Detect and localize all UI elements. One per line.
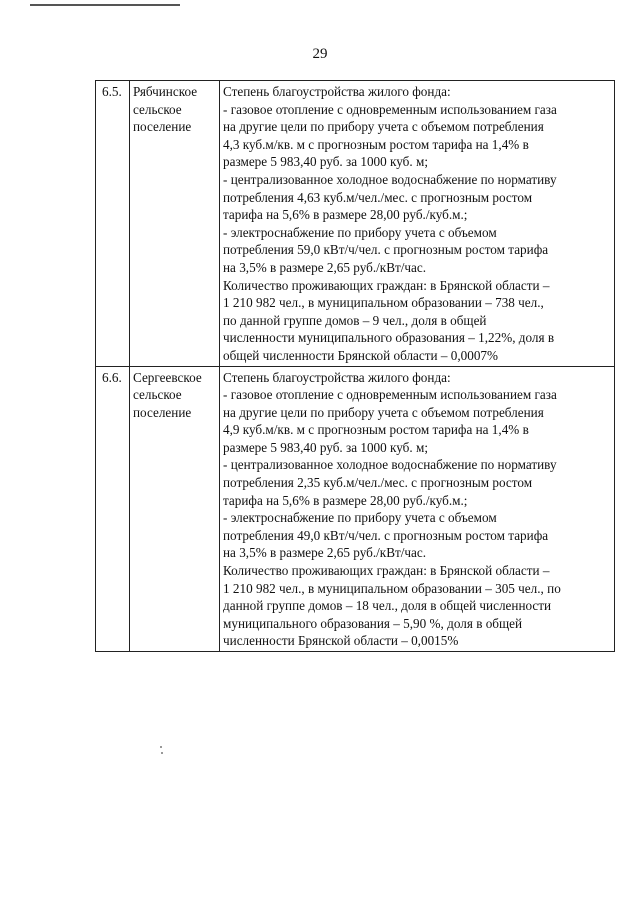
description-line: по данной группе домов – 9 чел., доля в общей <box>223 312 487 328</box>
row-number: 6.5. <box>96 81 130 367</box>
document-table <box>95 80 615 652</box>
description-line: потребления 2,35 куб.м/чел./мес. с прогнозным ростом <box>223 475 533 491</box>
top-scan-rule <box>30 4 180 6</box>
description-line: размере 5 983,40 руб. за 1000 куб. м; <box>223 154 428 170</box>
scan-speck <box>161 752 163 754</box>
description-line: муниципального образования – 5,90 %, доля в общей <box>223 615 523 631</box>
settlement-name-line: сельское <box>133 387 182 403</box>
description-line: данной группе домов – 18 чел., доля в общей численности <box>223 598 552 614</box>
table-body <box>96 81 615 652</box>
description-line: на другие цели по прибору учета с объемом потребления <box>223 119 544 135</box>
housing-description <box>220 81 615 367</box>
description-line: потребления 4,63 куб.м/чел./мес. с прогнозным ростом <box>223 189 533 205</box>
description-line: общей численности Брянской области – 0,0007% <box>223 347 498 363</box>
description-line: потребления 49,0 кВт/ч/чел. с прогнозным ростом тарифа <box>223 527 549 543</box>
settlement-name-line: Сергеевское <box>133 369 202 385</box>
settlement-name-line: поселение <box>133 119 192 135</box>
description-line: размере 5 983,40 руб. за 1000 куб. м; <box>223 439 428 455</box>
description-line: численности муниципального образования – 1,22%, доля в <box>223 330 555 346</box>
settlement-name <box>130 366 220 652</box>
description-line: - централизованное холодное водоснабжение по нормативу <box>223 457 557 473</box>
settlement-name-line: сельское <box>133 101 182 117</box>
settlement-name-line: Рябчинское <box>133 84 198 99</box>
scan-speck <box>160 746 162 748</box>
description-line: на другие цели по прибору учета с объемом потребления <box>223 404 544 420</box>
description-line: тарифа на 5,6% в размере 28,00 руб./куб.м.; <box>223 492 468 508</box>
table-row <box>96 366 615 652</box>
description-line: - газовое отопление с одновременным использованием газа <box>223 101 557 117</box>
description-line: 4,3 куб.м/кв. м с прогнозным ростом тарифа на 1,4% в <box>223 136 529 152</box>
settlement-name <box>130 81 220 367</box>
description-line: 4,9 куб.м/кв. м с прогнозным ростом тарифа на 1,4% в <box>223 422 529 438</box>
description-line: тарифа на 5,6% в размере 28,00 руб./куб.м.; <box>223 207 468 223</box>
description-line: - электроснабжение по прибору учета с объемом <box>223 224 497 240</box>
settlement-name-line: поселение <box>133 404 192 420</box>
description-line: Степень благоустройства жилого фонда: <box>223 84 451 99</box>
description-line: - электроснабжение по прибору учета с объемом <box>223 510 497 526</box>
description-line: Количество проживающих граждан: в Брянской области – <box>223 277 550 293</box>
description-line: потребления 59,0 кВт/ч/чел. с прогнозным ростом тарифа <box>223 242 549 258</box>
row-number: 6.6. <box>96 366 130 652</box>
description-line: на 3,5% в размере 2,65 руб./кВт/час. <box>223 259 427 275</box>
description-line: Степень благоустройства жилого фонда: <box>223 369 451 385</box>
table-row <box>96 81 615 367</box>
description-line: - газовое отопление с одновременным использованием газа <box>223 387 557 403</box>
description-line: на 3,5% в размере 2,65 руб./кВт/час. <box>223 545 427 561</box>
description-line: численности Брянской области – 0,0015% <box>223 633 459 649</box>
description-line: Количество проживающих граждан: в Брянской области – <box>223 563 550 579</box>
description-line: 1 210 982 чел., в муниципальном образовании – 738 чел., <box>223 295 544 311</box>
page-number: 29 <box>312 46 328 62</box>
description-line: - централизованное холодное водоснабжение по нормативу <box>223 171 557 187</box>
description-line: 1 210 982 чел., в муниципальном образовании – 305 чел., по <box>223 580 561 596</box>
housing-description <box>220 366 615 652</box>
